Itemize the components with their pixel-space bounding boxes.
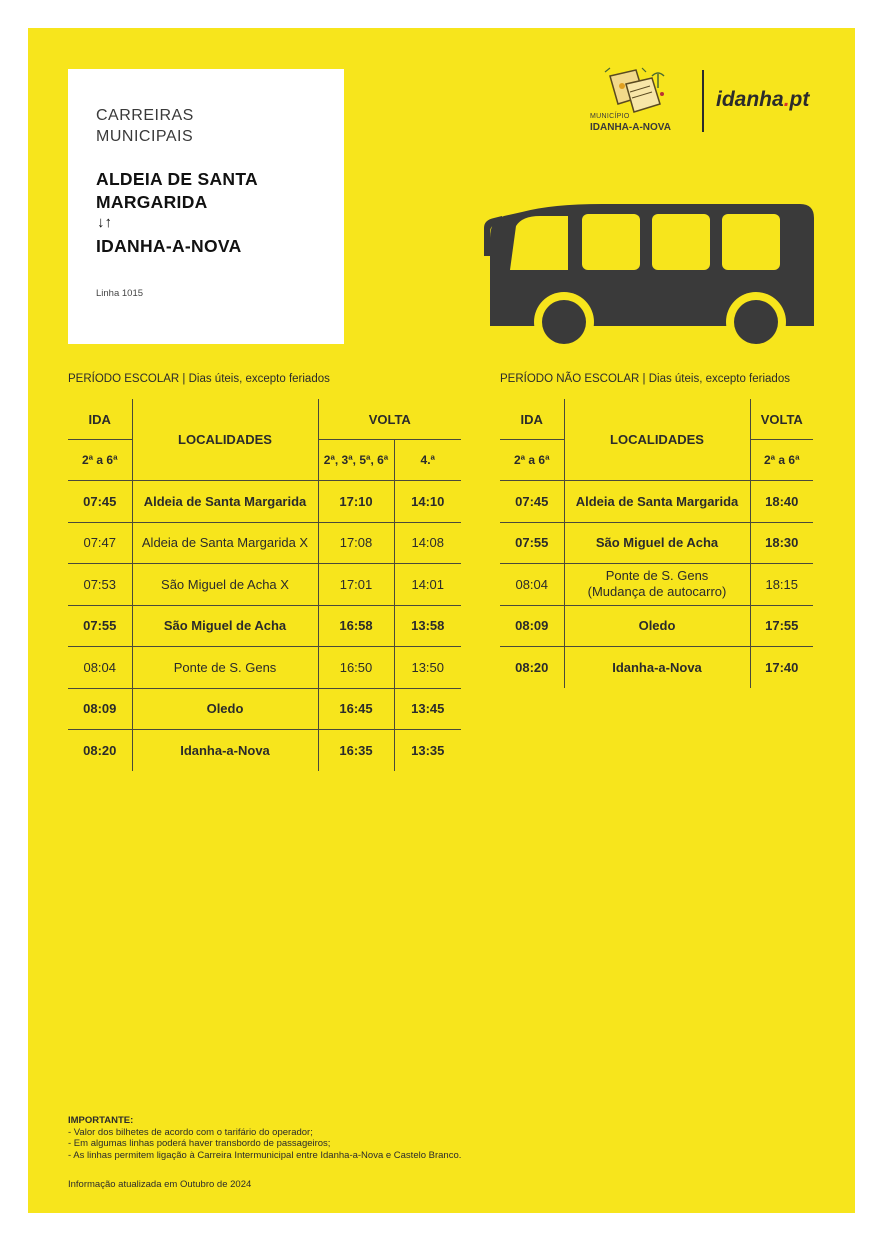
nonschool-timetable <box>500 399 813 688</box>
bus-icon <box>482 198 818 348</box>
table-row <box>68 730 461 771</box>
route-category-line2: MUNICIPAIS <box>96 128 194 145</box>
volta-time-b: 14:01 <box>394 564 461 606</box>
ida-time: 08:20 <box>83 742 117 758</box>
volta-time: 18:40 <box>750 481 813 523</box>
stop-name: Oledo <box>564 605 750 647</box>
school-localidades-header: LOCALIDADES <box>132 399 318 481</box>
nonschool-volta-header: VOLTA <box>750 399 813 440</box>
school-volta-days-a: 2ª, 3ª, 5ª, 6ª <box>318 440 394 481</box>
school-volta-header: VOLTA <box>318 399 461 440</box>
volta-time-a: 16:35 <box>318 730 394 771</box>
volta-time-b: 14:08 <box>394 522 461 564</box>
school-period-days: Dias úteis, excepto feriados <box>188 373 330 385</box>
nonschool-period-name: PERÍODO NÃO ESCOLAR <box>500 373 640 385</box>
stop-name-line2: (Mudança de autocarro) <box>587 584 727 600</box>
ida-time: 08:20 <box>515 659 549 675</box>
volta-time-a: 16:45 <box>318 688 394 730</box>
stop-name: Aldeia de Santa Margarida X <box>132 522 318 564</box>
school-period-title <box>68 373 330 385</box>
school-ida-days: 2ª a 6ª <box>68 440 132 481</box>
ida-time: 07:53 <box>68 564 132 606</box>
stop-name: Idanha-a-Nova <box>564 647 750 688</box>
stop-name <box>564 564 750 606</box>
bidirectional-arrows-icon: ↓↑ <box>97 214 112 231</box>
nonschool-period-separator: | <box>639 373 649 385</box>
website-name: idanha <box>716 88 784 111</box>
volta-time-b: 13:50 <box>394 647 461 689</box>
website-logo <box>716 88 809 112</box>
nonschool-ida-header: IDA <box>500 399 564 440</box>
ida-time: 07:45 <box>68 481 132 523</box>
title-card <box>68 69 344 344</box>
nonschool-ida-days: 2ª a 6ª <box>500 440 564 481</box>
table-row <box>68 605 461 647</box>
route-origin-line2: MARGARIDA <box>96 192 208 212</box>
stop-name: Oledo <box>132 688 318 730</box>
municipal-logo <box>590 66 820 136</box>
municipal-logo-icon <box>602 66 682 114</box>
website-dot: . <box>783 88 790 111</box>
stop-name: Aldeia de Santa Margarida <box>132 481 318 523</box>
ida-time: 07:55 <box>500 522 564 564</box>
volta-time: 18:15 <box>750 564 813 606</box>
table-row <box>68 688 461 730</box>
table-row <box>500 564 813 606</box>
volta-time-a: 16:58 <box>318 605 394 647</box>
volta-time-b: 14:10 <box>394 481 461 523</box>
stop-name: São Miguel de Acha <box>132 605 318 647</box>
nonschool-volta-days: 2ª a 6ª <box>750 440 813 481</box>
volta-time-a: 16:50 <box>318 647 394 689</box>
ida-time: 08:04 <box>500 564 564 606</box>
nonschool-localidades-header: LOCALIDADES <box>564 399 750 481</box>
school-period-separator: | <box>179 373 189 385</box>
stop-name: Ponte de S. Gens <box>132 647 318 689</box>
website-tld: pt <box>789 88 810 111</box>
logo-municipality-name: IDANHA-A-NOVA <box>590 122 671 133</box>
volta-time-a: 17:01 <box>318 564 394 606</box>
volta-time-b: 13:45 <box>394 688 461 730</box>
ida-time: 07:47 <box>68 522 132 564</box>
school-period-name: PERÍODO ESCOLAR <box>68 373 180 385</box>
stop-name: Aldeia de Santa Margarida <box>564 481 750 523</box>
table-row <box>500 522 813 564</box>
table-row <box>500 481 813 523</box>
important-notes <box>68 1115 461 1161</box>
stop-name-line1: Ponte de S. Gens <box>605 568 709 584</box>
table-row <box>68 481 461 523</box>
ida-time: 08:09 <box>68 688 132 730</box>
table-row <box>500 647 813 688</box>
stop-name: Idanha-a-Nova <box>132 730 318 771</box>
school-volta-days-b: 4.ª <box>394 440 461 481</box>
route-category <box>96 105 194 147</box>
volta-time-a: 17:10 <box>318 481 394 523</box>
nonschool-period-days: Dias úteis, excepto feriados <box>648 373 790 385</box>
nonschool-period-title <box>500 373 790 385</box>
ida-time: 08:09 <box>500 605 564 647</box>
note-line: - Em algumas linhas poderá haver transbordo de passageiros; <box>68 1138 331 1149</box>
route-origin-line1: ALDEIA DE SANTA <box>96 169 258 189</box>
volta-time-a: 17:08 <box>318 522 394 564</box>
note-line: - As linhas permitem ligação à Carreira Intermunicipal entre Idanha-a-Nova e Castelo Branco. <box>68 1149 462 1161</box>
volta-time-b: 13:35 <box>394 730 461 771</box>
route-destination: IDANHA-A-NOVA <box>96 236 242 256</box>
volta-time: 17:40 <box>750 647 813 688</box>
table-row <box>68 647 461 689</box>
update-date: Informação atualizada em Outubro de 2024 <box>68 1179 252 1190</box>
volta-time: 18:30 <box>750 522 813 564</box>
note-line: - Valor dos bilhetes de acordo com o tarifário do operador; <box>68 1126 313 1138</box>
ida-time: 07:55 <box>68 605 132 647</box>
route-category-line1: CARREIRAS <box>96 107 194 124</box>
school-timetable <box>68 399 461 771</box>
stop-name: São Miguel de Acha <box>564 522 750 564</box>
ida-time: 07:45 <box>500 481 564 523</box>
table-row <box>68 564 461 606</box>
ida-time: 08:04 <box>68 647 132 689</box>
school-ida-header: IDA <box>68 399 132 440</box>
route-origin <box>96 168 258 214</box>
stop-name: São Miguel de Acha X <box>132 564 318 606</box>
table-row <box>68 522 461 564</box>
logo-municipio-label: MUNICÍPIO <box>590 113 630 120</box>
volta-time: 17:55 <box>750 605 813 647</box>
important-heading: IMPORTANTE: <box>68 1115 134 1126</box>
logo-divider <box>702 70 704 132</box>
line-number: Linha 1015 <box>96 288 144 299</box>
table-row <box>500 605 813 647</box>
volta-time-b: 13:58 <box>394 605 461 647</box>
